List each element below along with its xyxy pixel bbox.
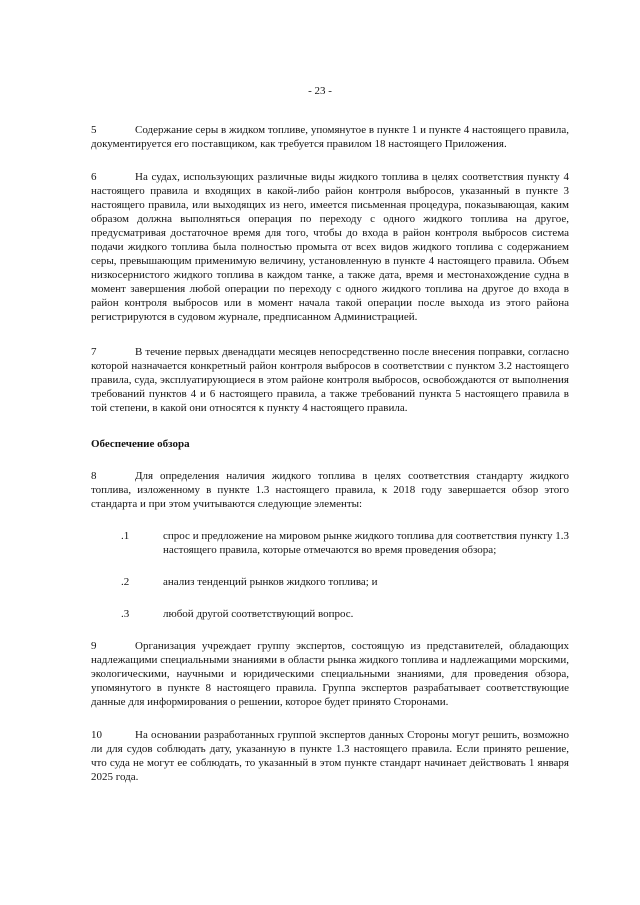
paragraph-7 xyxy=(91,345,569,415)
paragraph-text: На основании разработанных группой экспертов данных Стороны могут решить, возможно ли для судов соблюдать дату, указанную в пункте 1.3 настоящего правила. Если принято решение, что суда не могут ее соблюдать, то указанный в этом пункте стандарт начинает действовать 1 января 2025 года. xyxy=(91,729,569,783)
list-item-text: спрос и предложение на мировом рынке жидкого топлива для соответствия пункту 1.3 настоящего правила, которые отмечаются во время проведения обзора; xyxy=(163,530,569,556)
review-elements-list xyxy=(91,529,569,621)
paragraph-number: 8 xyxy=(91,470,97,482)
list-item xyxy=(121,575,569,589)
paragraph-6 xyxy=(91,170,569,324)
paragraph-number: 9 xyxy=(91,640,97,652)
paragraph-5 xyxy=(91,123,569,151)
section-heading: Обеспечение обзора xyxy=(91,438,190,450)
list-item xyxy=(121,529,569,557)
paragraph-number: 5 xyxy=(91,124,97,136)
list-item-number: .3 xyxy=(121,608,130,620)
paragraph-9 xyxy=(91,639,569,709)
paragraph-10 xyxy=(91,728,569,784)
paragraph-number: 7 xyxy=(91,346,97,358)
paragraph-text: Организация учреждает группу экспертов, состоящую из представителей, обладающих надлежащими специальными знаниями в области рынка жидкого топлива и надлежащими морскими, экологическими, научными и юридическими специальными знаниями, для проведения обзора, упомянутого в пункте 8 настоящего правила. Группа экспертов разрабатывает соответствующие данные для информирования о решении, которое будет принято Сторонами. xyxy=(91,640,569,708)
list-item-text: любой другой соответствующий вопрос. xyxy=(163,608,354,620)
paragraph-number: 10 xyxy=(91,729,102,741)
page-content xyxy=(91,123,569,784)
page-number: - 23 - xyxy=(308,85,332,97)
paragraph-text: Содержание серы в жидком топливе, упомянутое в пункте 1 и пункте 4 настоящего правила, документируется его поставщиком, как требуется правилом 18 настоящего Приложения. xyxy=(91,124,569,150)
list-item-number: .1 xyxy=(121,530,130,542)
paragraph-text: Для определения наличия жидкого топлива в целях соответствия стандарту жидкого топлива, изложенному в пункте 1.3 настоящего правила, к 2018 году завершается обзор этого стандарта и при этом учитываются следующие элементы: xyxy=(91,470,569,510)
list-item-text: анализ тенденций рынков жидкого топлива; и xyxy=(163,576,378,588)
paragraph-text: На судах, использующих различные виды жидкого топлива в целях соответствия пункту 4 настоящего правила и входящих в какой-либо район контроля выбросов, указанный в пункте 3 настоящего правила, или выходящих из него, имеется письменная процедура, показывающая, каким образом должна выполняться операция по переходу с одного жидкого топлива на другое, предусматривая достаточное время для того, чтобы до входа в район контроля выбросов система подачи жидкого топлива была полностью промыта от всех видов жидкого топлива с содержанием серы, превышающим применимую величину, установленную в пункте 4 настоящего правила. Объем низкосернистого жидкого топлива в каждом танке, а также дата, время и местонахождение судна в момент завершения любой операции по переходу с одного жидкого топлива на другое до входа в район контроля выбросов или в момент начала такой операции после выхода из этого района регистрируются в судовом журнале, предписанном Администрацией. xyxy=(91,171,569,323)
list-item-number: .2 xyxy=(121,576,130,588)
paragraph-8 xyxy=(91,469,569,511)
paragraph-number: 6 xyxy=(91,171,97,183)
paragraph-text: В течение первых двенадцати месяцев непосредственно после внесения поправки, согласно которой назначается конкретный район контроля выбросов в соответствии с пунктом 3.2 настоящего правила, суда, эксплуатирующиеся в этом районе контроля выбросов, освобождаются от выполнения требований пунктов 4 и 6 настоящего правила, а также требований пункта 5 настоящего правила в той степени, в какой они относятся к пункту 4 настоящего правила. xyxy=(91,346,569,414)
list-item xyxy=(121,607,569,621)
